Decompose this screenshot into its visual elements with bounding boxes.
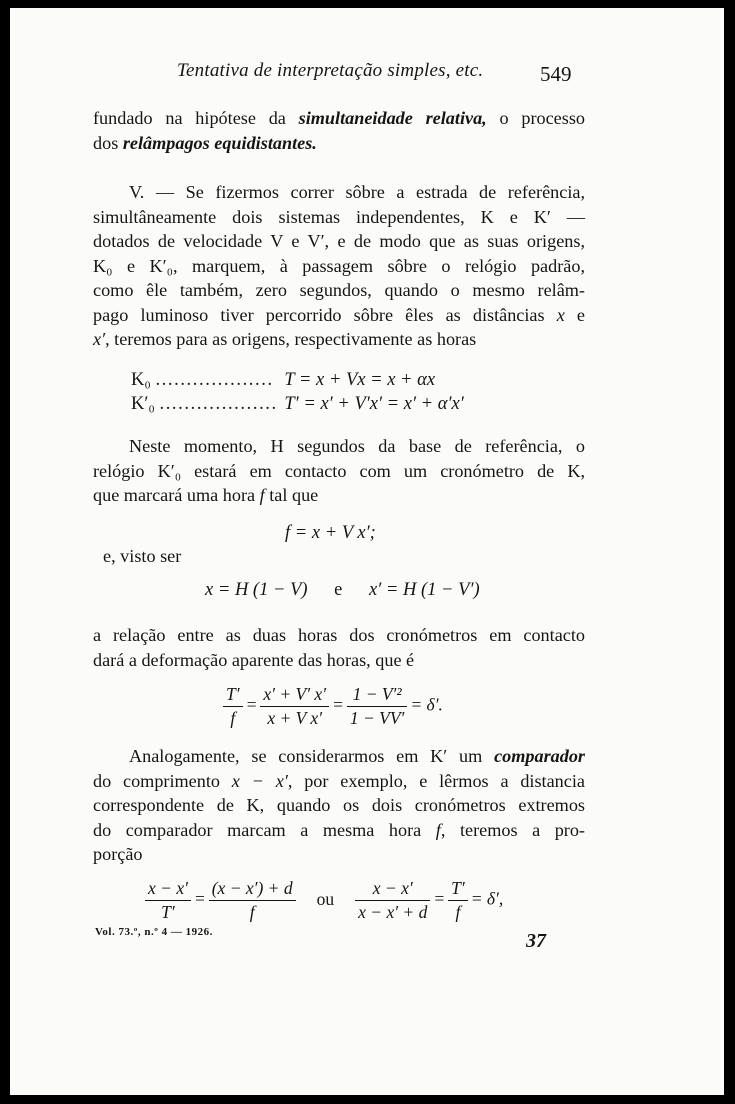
fraction bbox=[223, 684, 243, 729]
variable: f bbox=[435, 819, 441, 840]
numerator: (x − x′) + d bbox=[209, 878, 296, 901]
line: dotados de velocidade V e V′, e de modo que as suas origens, bbox=[93, 231, 585, 251]
line bbox=[93, 131, 585, 156]
denominator: x − x′ + d bbox=[358, 902, 428, 922]
fraction bbox=[260, 684, 329, 729]
variable: x − x′ bbox=[231, 770, 288, 791]
leader-dots: ................... bbox=[159, 394, 278, 414]
line: porção bbox=[93, 844, 143, 864]
line: relógio K′₀ estará em contacto com um cronómetro de K, bbox=[93, 460, 585, 481]
text: do comparador marcam a mesma hora bbox=[93, 819, 436, 840]
equation-proportion: $\frac{x - x'}{T'}$ = $\frac{(x - x') + d}{f}$ ou $\frac{x - x'}{x - x' + d}$ = $\frac{T'}{f}$ = δ′, bbox=[142, 878, 503, 923]
emphasis: comparador bbox=[494, 746, 585, 766]
visto-ser: e, visto ser bbox=[103, 546, 182, 566]
line bbox=[93, 818, 585, 843]
conjunction: e bbox=[334, 580, 343, 600]
line: como êle também, zero segundos, quando o mesmo relâm- bbox=[93, 280, 585, 300]
paragraph-2 bbox=[93, 180, 585, 352]
denominator: x + V x′ bbox=[267, 708, 323, 728]
numerator: T′ bbox=[448, 878, 468, 901]
numerator: x − x′ bbox=[355, 878, 430, 901]
result: = δ′. bbox=[410, 694, 443, 715]
text: , por exemplo, e lêrmos a distancia bbox=[287, 770, 585, 791]
conjunction: ou bbox=[316, 888, 335, 909]
line: a relação entre as duas horas dos cronómetros em contacto bbox=[93, 625, 585, 645]
leader-dots: ................... bbox=[155, 370, 274, 390]
sheet-signature: 37 bbox=[526, 930, 546, 952]
line bbox=[93, 327, 585, 352]
numerator: x − x′ bbox=[145, 878, 191, 901]
equation-x bbox=[205, 580, 480, 601]
text: do comprimento bbox=[93, 770, 232, 791]
denominator: T′ bbox=[161, 902, 175, 922]
numerator: x′ + V′ x′ bbox=[260, 684, 329, 707]
equation-k0 bbox=[131, 370, 435, 391]
equation-deformation: $\frac{T'}{f}$ = $\frac{x' + V' x'}{\text{x + V x′}}$ = $\frac{\text{1 − V′²}}{1 - VV'}$ = δ′. bbox=[220, 684, 443, 729]
line: V. — Se fizermos correr sôbre a estrada de referência, bbox=[129, 182, 585, 202]
variable: f bbox=[259, 485, 265, 505]
result: = δ′, bbox=[470, 888, 504, 909]
emphasis: relâmpagos equidistantes. bbox=[122, 132, 317, 153]
formula: T = x + Vx = x + αx bbox=[284, 370, 436, 390]
variable: x bbox=[556, 304, 565, 325]
fraction bbox=[209, 878, 296, 923]
text: tal que bbox=[264, 485, 319, 505]
page-number: 549 bbox=[540, 62, 572, 86]
numerator: 1 − V′² bbox=[347, 684, 408, 707]
denominator: f bbox=[249, 902, 255, 922]
paragraph-1 bbox=[93, 106, 585, 155]
formula: T′ = x′ + V′x′ = x′ + α′x′ bbox=[284, 394, 464, 414]
text: que marcará uma hora bbox=[93, 485, 260, 505]
paragraph-4 bbox=[93, 623, 585, 672]
fraction bbox=[448, 878, 468, 923]
label: K₀ bbox=[131, 370, 151, 390]
label: K′₀ bbox=[131, 394, 155, 414]
line bbox=[93, 769, 585, 794]
equation-f: f = x + V x′; bbox=[285, 523, 376, 543]
text: dos bbox=[93, 132, 123, 153]
equation-k0-prime bbox=[131, 394, 464, 415]
line: dará a deformação aparente das horas, que é bbox=[93, 649, 415, 670]
emphasis: simultaneidade relativa, bbox=[298, 108, 487, 128]
line bbox=[93, 303, 585, 328]
running-title: Tentativa de interpretação simples, etc. bbox=[177, 60, 484, 81]
paragraph-3 bbox=[93, 434, 585, 508]
numerator: T′ bbox=[223, 684, 243, 707]
text: Analogamente, se considerarmos em K′ um bbox=[129, 746, 495, 766]
text: , teremos a pro- bbox=[440, 819, 585, 840]
line: simultâneamente dois sistemas independentes, K e K′ — bbox=[93, 206, 585, 227]
line: K₀ e K′₀, marquem, à passagem sôbre o relógio padrão, bbox=[93, 255, 585, 276]
line: Neste momento, H segundos da base de referência, o bbox=[129, 436, 585, 456]
fraction bbox=[347, 684, 408, 729]
line bbox=[93, 106, 585, 131]
denominator: f bbox=[230, 708, 236, 728]
text: , teremos para as origens, respectivamente as horas bbox=[105, 329, 477, 349]
line bbox=[93, 744, 585, 769]
text: e bbox=[564, 304, 585, 325]
fraction bbox=[145, 878, 191, 923]
denominator: 1 − VV′ bbox=[349, 708, 405, 728]
formula: x = H (1 − V) bbox=[205, 580, 308, 600]
line: correspondente de K, quando os dois cronómetros extremos bbox=[93, 795, 585, 815]
fraction bbox=[355, 878, 430, 923]
volume-footnote: Vol. 73.º, n.º 4 — 1926. bbox=[95, 926, 213, 938]
formula: x′ = H (1 − V′) bbox=[369, 580, 480, 600]
text: pago luminoso tiver percorrido sôbre êles as distâncias bbox=[93, 304, 557, 325]
denominator: f bbox=[455, 902, 461, 922]
variable: x′ bbox=[93, 329, 106, 349]
paragraph-5 bbox=[93, 744, 585, 867]
line bbox=[93, 483, 585, 508]
text: o processo bbox=[486, 108, 585, 128]
text: fundado na hipótese da bbox=[93, 108, 299, 128]
